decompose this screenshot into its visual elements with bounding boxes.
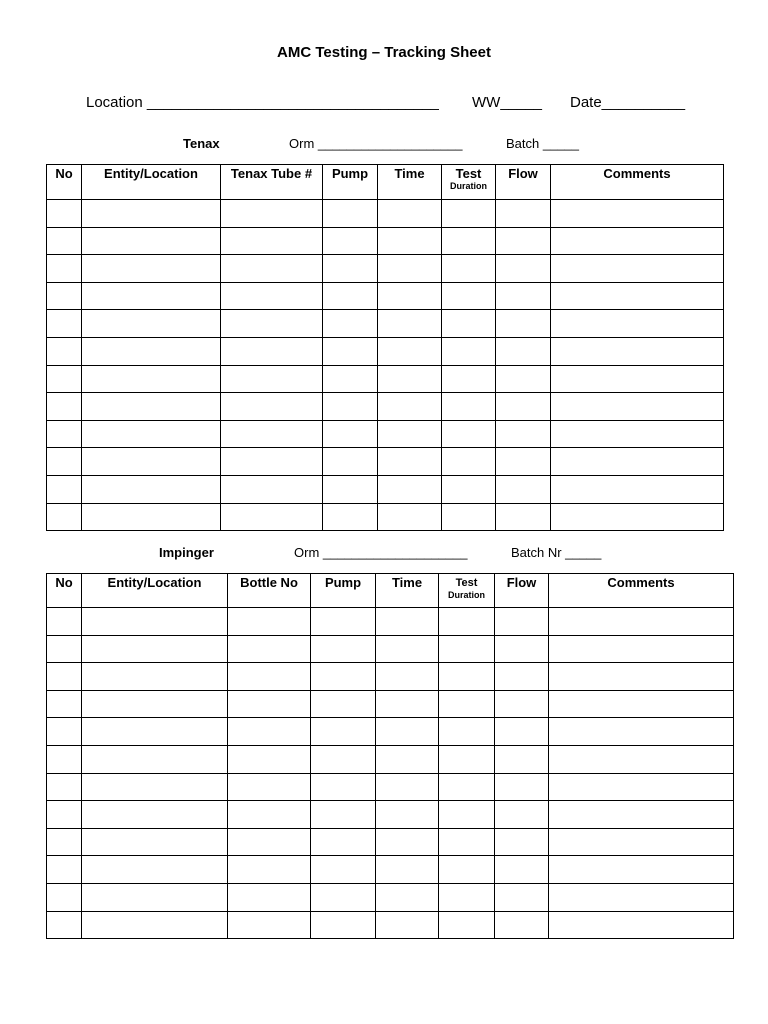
table-cell[interactable]	[495, 828, 549, 856]
table-cell[interactable]	[496, 475, 551, 503]
table-cell[interactable]	[82, 635, 228, 663]
table-cell[interactable]	[228, 801, 311, 829]
table-cell[interactable]	[378, 475, 442, 503]
table-cell[interactable]	[82, 608, 228, 636]
table-cell[interactable]	[82, 255, 221, 283]
table-cell[interactable]	[221, 282, 323, 310]
table-cell[interactable]	[82, 393, 221, 421]
table-cell[interactable]	[551, 282, 724, 310]
table-cell[interactable]	[551, 475, 724, 503]
header-fields	[0, 94, 768, 116]
table-cell[interactable]	[376, 745, 439, 773]
table-cell[interactable]	[82, 337, 221, 365]
table-cell[interactable]	[311, 856, 376, 884]
table-cell[interactable]	[496, 393, 551, 421]
table-cell[interactable]	[496, 227, 551, 255]
impinger-label: Impinger	[159, 545, 214, 560]
table-cell[interactable]	[228, 883, 311, 911]
table-cell[interactable]	[549, 773, 734, 801]
table-row	[47, 635, 734, 663]
column-header-flow: Flow	[496, 165, 551, 200]
impinger-table-body	[47, 608, 734, 939]
table-cell[interactable]	[549, 911, 734, 939]
table-cell[interactable]	[47, 310, 82, 338]
table-cell[interactable]	[442, 448, 496, 476]
column-header-time: Time	[378, 165, 442, 200]
column-header-comments: Comments	[549, 574, 734, 608]
column-header-pump: Pump	[323, 165, 378, 200]
table-cell[interactable]	[311, 718, 376, 746]
tenax-orm-field[interactable]: Orm ____________________	[289, 136, 463, 151]
table-cell[interactable]	[495, 773, 549, 801]
table-cell[interactable]	[495, 690, 549, 718]
table-cell[interactable]	[221, 420, 323, 448]
table-cell[interactable]	[47, 773, 82, 801]
table-header-row	[47, 165, 724, 200]
table-cell[interactable]	[496, 255, 551, 283]
table-cell[interactable]	[221, 503, 323, 531]
table-row	[47, 663, 734, 691]
table-row	[47, 420, 724, 448]
table-cell[interactable]	[496, 448, 551, 476]
table-cell[interactable]	[82, 690, 228, 718]
table-cell[interactable]	[376, 718, 439, 746]
column-header-test-duration: Test Duration	[442, 165, 496, 200]
table-cell[interactable]	[228, 663, 311, 691]
table-cell[interactable]	[311, 663, 376, 691]
table-cell[interactable]	[228, 828, 311, 856]
table-row	[47, 255, 724, 283]
table-cell[interactable]	[378, 365, 442, 393]
table-cell[interactable]	[495, 856, 549, 884]
table-cell[interactable]	[311, 608, 376, 636]
table-cell[interactable]	[495, 635, 549, 663]
table-row	[47, 883, 734, 911]
table-cell[interactable]	[439, 801, 495, 829]
table-cell[interactable]	[82, 475, 221, 503]
table-cell[interactable]	[378, 393, 442, 421]
table-row	[47, 475, 724, 503]
table-cell[interactable]	[82, 365, 221, 393]
table-cell[interactable]	[221, 448, 323, 476]
table-cell[interactable]	[549, 745, 734, 773]
table-cell[interactable]	[228, 745, 311, 773]
table-cell[interactable]	[82, 448, 221, 476]
table-row	[47, 310, 724, 338]
impinger-batch-field[interactable]: Batch Nr _____	[511, 545, 602, 560]
column-header-tenax-tube: Tenax Tube #	[221, 165, 323, 200]
table-cell[interactable]	[82, 200, 221, 228]
column-header-test-duration: Test Duration	[439, 574, 495, 608]
table-cell[interactable]	[323, 503, 378, 531]
table-cell[interactable]	[221, 393, 323, 421]
table-cell[interactable]	[47, 475, 82, 503]
table-cell[interactable]	[47, 393, 82, 421]
location-field[interactable]: Location ___________________________________	[86, 94, 439, 111]
table-cell[interactable]	[442, 475, 496, 503]
table-row	[47, 690, 734, 718]
table-cell[interactable]	[82, 310, 221, 338]
table-cell[interactable]	[495, 801, 549, 829]
table-cell[interactable]	[495, 663, 549, 691]
table-cell[interactable]	[82, 883, 228, 911]
table-cell[interactable]	[442, 200, 496, 228]
column-header-entity-location: Entity/Location	[82, 165, 221, 200]
table-cell[interactable]	[323, 475, 378, 503]
table-row	[47, 773, 734, 801]
table-cell[interactable]	[551, 503, 724, 531]
tenax-batch-field[interactable]: Batch _____	[506, 136, 580, 151]
table-cell[interactable]	[221, 200, 323, 228]
impinger-header	[0, 545, 768, 563]
ww-field[interactable]: WW_____	[472, 94, 543, 111]
table-cell[interactable]	[47, 911, 82, 939]
table-cell[interactable]	[551, 337, 724, 365]
table-cell[interactable]	[496, 310, 551, 338]
table-cell[interactable]	[311, 690, 376, 718]
table-row	[47, 828, 734, 856]
table-cell[interactable]	[323, 448, 378, 476]
table-cell[interactable]	[496, 420, 551, 448]
table-cell[interactable]	[549, 718, 734, 746]
tenax-table-body	[47, 200, 724, 531]
table-cell[interactable]	[228, 635, 311, 663]
table-cell[interactable]	[495, 911, 549, 939]
table-cell[interactable]	[47, 635, 82, 663]
table-row	[47, 448, 724, 476]
page-title: AMC Testing – Tracking Sheet	[277, 44, 491, 61]
table-cell[interactable]	[82, 718, 228, 746]
table-cell[interactable]	[442, 420, 496, 448]
table-cell[interactable]	[376, 608, 439, 636]
table-cell[interactable]	[551, 310, 724, 338]
table-cell[interactable]	[378, 448, 442, 476]
tenax-header	[0, 136, 768, 154]
table-cell[interactable]	[82, 503, 221, 531]
tenax-table	[46, 164, 724, 531]
table-cell[interactable]	[47, 420, 82, 448]
table-cell[interactable]	[376, 773, 439, 801]
table-cell[interactable]	[551, 393, 724, 421]
table-cell[interactable]	[551, 448, 724, 476]
table-cell[interactable]	[228, 608, 311, 636]
table-cell[interactable]	[82, 420, 221, 448]
table-row	[47, 503, 724, 531]
table-cell[interactable]	[378, 255, 442, 283]
table-row	[47, 745, 734, 773]
table-cell[interactable]	[323, 337, 378, 365]
table-cell[interactable]	[82, 773, 228, 801]
table-cell[interactable]	[495, 608, 549, 636]
table-cell[interactable]	[376, 883, 439, 911]
table-cell[interactable]	[228, 690, 311, 718]
table-cell[interactable]	[47, 503, 82, 531]
table-cell[interactable]	[221, 227, 323, 255]
table-row	[47, 365, 724, 393]
table-cell[interactable]	[551, 420, 724, 448]
table-cell[interactable]	[439, 883, 495, 911]
table-cell[interactable]	[82, 663, 228, 691]
impinger-orm-field[interactable]: Orm ____________________	[294, 545, 468, 560]
table-cell[interactable]	[495, 718, 549, 746]
table-cell[interactable]	[376, 911, 439, 939]
table-cell[interactable]	[439, 690, 495, 718]
table-cell[interactable]	[439, 608, 495, 636]
table-cell[interactable]	[82, 227, 221, 255]
table-cell[interactable]	[323, 255, 378, 283]
table-cell[interactable]	[496, 200, 551, 228]
table-cell[interactable]	[311, 883, 376, 911]
table-cell[interactable]	[82, 856, 228, 884]
table-cell[interactable]	[323, 200, 378, 228]
table-row	[47, 282, 724, 310]
table-cell[interactable]	[47, 828, 82, 856]
table-cell[interactable]	[442, 255, 496, 283]
table-cell[interactable]	[311, 801, 376, 829]
table-row	[47, 718, 734, 746]
table-cell[interactable]	[378, 227, 442, 255]
table-cell[interactable]	[311, 635, 376, 663]
table-cell[interactable]	[82, 911, 228, 939]
table-cell[interactable]	[442, 310, 496, 338]
table-cell[interactable]	[221, 337, 323, 365]
table-cell[interactable]	[221, 475, 323, 503]
table-cell[interactable]	[442, 365, 496, 393]
table-cell[interactable]	[323, 227, 378, 255]
table-cell[interactable]	[311, 828, 376, 856]
table-cell[interactable]	[439, 635, 495, 663]
table-cell[interactable]	[47, 663, 82, 691]
table-cell[interactable]	[549, 608, 734, 636]
table-cell[interactable]	[82, 801, 228, 829]
table-row	[47, 801, 734, 829]
table-row	[47, 200, 724, 228]
table-cell[interactable]	[47, 718, 82, 746]
table-cell[interactable]	[551, 227, 724, 255]
table-cell[interactable]	[442, 227, 496, 255]
table-cell[interactable]	[47, 448, 82, 476]
table-cell[interactable]	[439, 773, 495, 801]
table-cell[interactable]	[47, 801, 82, 829]
table-cell[interactable]	[311, 773, 376, 801]
table-cell[interactable]	[228, 773, 311, 801]
table-cell[interactable]	[376, 801, 439, 829]
table-cell[interactable]	[439, 663, 495, 691]
table-cell[interactable]	[439, 718, 495, 746]
table-cell[interactable]	[496, 365, 551, 393]
table-cell[interactable]	[495, 883, 549, 911]
column-header-entity-location: Entity/Location	[82, 574, 228, 608]
date-field[interactable]: Date__________	[570, 94, 686, 111]
column-header-comments: Comments	[551, 165, 724, 200]
table-cell[interactable]	[323, 310, 378, 338]
table-cell[interactable]	[496, 282, 551, 310]
table-cell[interactable]	[47, 690, 82, 718]
table-cell[interactable]	[82, 745, 228, 773]
table-cell[interactable]	[47, 282, 82, 310]
table-cell[interactable]	[376, 828, 439, 856]
table-cell[interactable]	[496, 337, 551, 365]
tenax-label: Tenax	[183, 136, 220, 151]
table-row	[47, 393, 724, 421]
table-cell[interactable]	[221, 310, 323, 338]
table-cell[interactable]	[376, 635, 439, 663]
table-cell[interactable]	[228, 718, 311, 746]
column-header-bottle-no: Bottle No	[228, 574, 311, 608]
table-cell[interactable]	[551, 255, 724, 283]
table-cell[interactable]	[323, 420, 378, 448]
table-cell[interactable]	[323, 365, 378, 393]
table-cell[interactable]	[311, 911, 376, 939]
table-cell[interactable]	[311, 745, 376, 773]
table-cell[interactable]	[549, 690, 734, 718]
table-cell[interactable]	[47, 745, 82, 773]
table-cell[interactable]	[82, 828, 228, 856]
table-cell[interactable]	[439, 745, 495, 773]
table-cell[interactable]	[378, 200, 442, 228]
table-cell[interactable]	[549, 828, 734, 856]
table-row	[47, 856, 734, 884]
table-cell[interactable]	[47, 883, 82, 911]
table-cell[interactable]	[376, 856, 439, 884]
table-cell[interactable]	[376, 690, 439, 718]
table-cell[interactable]	[378, 282, 442, 310]
table-cell[interactable]	[47, 337, 82, 365]
table-cell[interactable]	[323, 393, 378, 421]
table-row	[47, 227, 724, 255]
table-cell[interactable]	[378, 337, 442, 365]
column-header-no: No	[47, 574, 82, 608]
table-cell[interactable]	[439, 911, 495, 939]
column-header-flow: Flow	[495, 574, 549, 608]
table-cell[interactable]	[47, 200, 82, 228]
table-cell[interactable]	[221, 255, 323, 283]
table-cell[interactable]	[439, 856, 495, 884]
impinger-table	[46, 573, 734, 939]
table-row	[47, 608, 734, 636]
table-cell[interactable]	[495, 745, 549, 773]
table-cell[interactable]	[228, 911, 311, 939]
table-cell[interactable]	[376, 663, 439, 691]
table-cell[interactable]	[549, 856, 734, 884]
table-cell[interactable]	[47, 227, 82, 255]
table-cell[interactable]	[439, 828, 495, 856]
table-cell[interactable]	[47, 365, 82, 393]
table-cell[interactable]	[549, 663, 734, 691]
table-cell[interactable]	[549, 635, 734, 663]
table-row	[47, 337, 724, 365]
table-cell[interactable]	[551, 200, 724, 228]
table-cell[interactable]	[442, 393, 496, 421]
table-cell[interactable]	[496, 503, 551, 531]
table-cell[interactable]	[378, 420, 442, 448]
table-cell[interactable]	[378, 310, 442, 338]
table-cell[interactable]	[378, 503, 442, 531]
column-header-no: No	[47, 165, 82, 200]
table-cell[interactable]	[323, 282, 378, 310]
table-cell[interactable]	[221, 365, 323, 393]
table-cell[interactable]	[47, 255, 82, 283]
table-cell[interactable]	[442, 503, 496, 531]
table-header-row	[47, 574, 734, 608]
table-cell[interactable]	[442, 337, 496, 365]
column-header-pump: Pump	[311, 574, 376, 608]
table-cell[interactable]	[47, 856, 82, 884]
table-row	[47, 911, 734, 939]
table-cell[interactable]	[549, 883, 734, 911]
table-cell[interactable]	[228, 856, 311, 884]
table-cell[interactable]	[551, 365, 724, 393]
table-cell[interactable]	[82, 282, 221, 310]
table-cell[interactable]	[549, 801, 734, 829]
column-header-time: Time	[376, 574, 439, 608]
table-cell[interactable]	[47, 608, 82, 636]
table-cell[interactable]	[442, 282, 496, 310]
